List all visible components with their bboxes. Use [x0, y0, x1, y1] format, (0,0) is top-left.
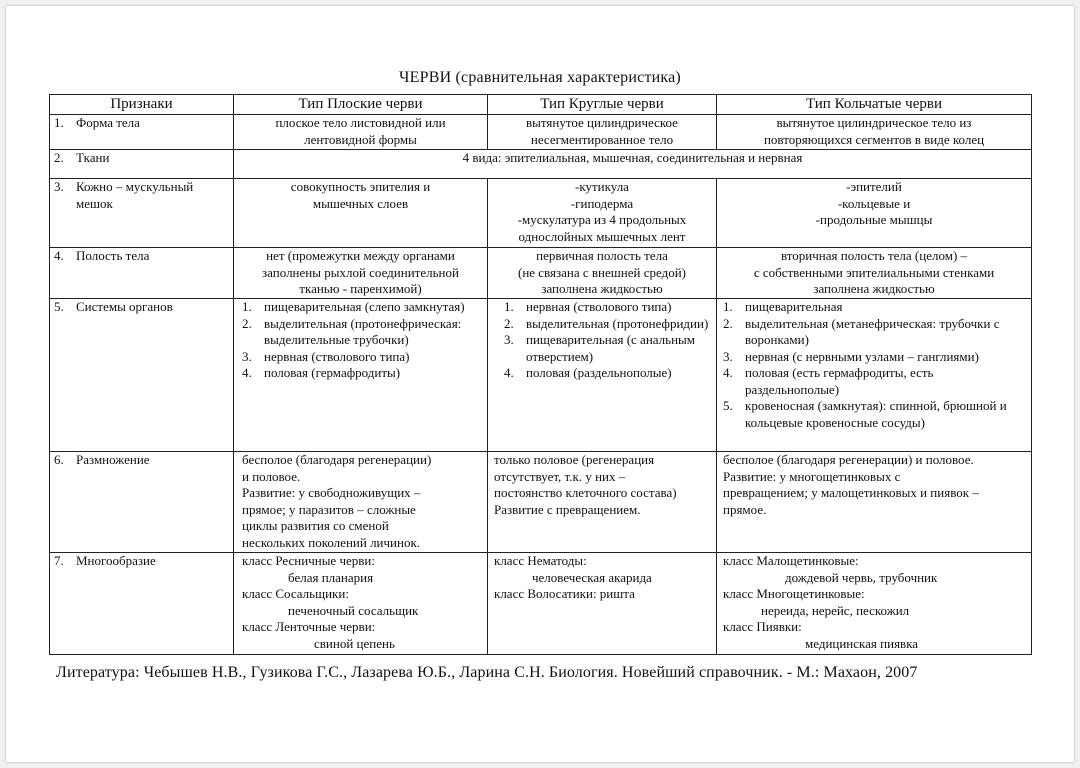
header-flatworms: Тип Плоские черви	[234, 95, 488, 115]
document-title: ЧЕРВИ (сравнительная характеристика)	[399, 69, 681, 86]
header-features: Признаки	[50, 95, 234, 115]
list-item: 2. выделительная (протонефридии)	[504, 315, 709, 331]
roundworms-cell: только половое (регенерация отсутствует, т.к. у них – постоянство клеточного состава) Развитие с превращением.	[488, 452, 717, 553]
feature-cell: 3. Кожно – мускульный мешок	[50, 179, 234, 248]
header-annelids: Тип Кольчатые черви	[717, 95, 1032, 115]
annelids-cell: -эпителий -кольцевые и -продольные мышцы	[717, 179, 1032, 248]
literature-reference: Литература: Чебышев Н.В., Гузикова Г.С., Лазарева Ю.Б., Ларина С.Н. Биология. Новейший справочник. - М.: Махаон, 2007	[56, 664, 918, 681]
flatworms-cell: совокупность эпителия и мышечных слоев	[234, 179, 488, 248]
annelids-cell: вытянутое цилиндрическое тело из повторяющихся сегментов в виде колец	[717, 115, 1032, 150]
table-row-cavity	[50, 248, 1032, 299]
table-row-reproduction	[50, 452, 1032, 553]
flatworms-cell	[234, 299, 488, 452]
feature-cell: 2. Ткани	[50, 150, 234, 179]
table-row-tissues	[50, 150, 1032, 179]
roundworms-cell	[488, 299, 717, 452]
feature-cell: 6. Размножение	[50, 452, 234, 553]
flatworms-cell: бесполое (благодаря регенерации) и половое. Развитие: у свободноживущих – прямое; у паразитов – сложные циклы развития со сменой нескольких поколений личинок.	[234, 452, 488, 553]
annelids-cell: вторичная полость тела (целом) – с собственными эпителиальными стенками заполнена жидкостью	[717, 248, 1032, 299]
roundworms-cell: класс Нематоды: человеческая акарида класс Волосатики: ришта	[488, 553, 717, 655]
list-item: 3. нервная (стволового типа)	[242, 348, 410, 364]
header-roundworms: Тип Круглые черви	[488, 95, 717, 115]
list-item: 2. выделительная (метанефрическая: трубочки с воронками)	[723, 315, 1000, 347]
list-item: 1. нервная (стволового типа)	[504, 299, 672, 314]
list-item: 4. половая (гермафродиты)	[242, 365, 401, 380]
annelids-cell	[717, 299, 1032, 452]
flatworms-cell: нет (промежутки между органами заполнены рыхлой соединительной тканью - паренхимой)	[234, 248, 488, 299]
roundworms-cell: -кутикула -гиподерма -мускулатура из 4 продольных однослойных мышечных лент	[488, 179, 717, 248]
feature-cell: 5. Системы органов	[50, 299, 234, 452]
table-header-row	[50, 95, 1032, 115]
flatworms-cell: плоское тело листовидной или лентовидной формы	[234, 115, 488, 150]
feature-cell: 7. Многообразие	[50, 553, 234, 655]
document-page	[6, 6, 1074, 762]
feature-cell: 4. Полость тела	[50, 248, 234, 299]
list-item: 1. пищеварительная	[723, 299, 843, 314]
list-item: 1. пищеварительная (слепо замкнутая)	[242, 299, 465, 314]
tissues-merged-cell: 4 вида: эпителиальная, мышечная, соединительная и нервная	[234, 150, 1032, 179]
table-row-systems	[50, 299, 1032, 452]
list-item: 4. половая (раздельнополые)	[504, 365, 672, 380]
flatworms-cell: класс Ресничные черви: белая планария класс Сосальщики: печеночный сосальщик класс Ленточные черви: свиной цепень	[234, 553, 488, 655]
comparison-table	[49, 94, 1032, 655]
list-item: 3. нервная (с нервными узлами – ганглиями)	[723, 348, 979, 364]
annelids-cell: класс Малощетинковые: дождевой червь, трубочник класс Многощетинковые: нереида, нерейс, пескожил класс Пиявки: медицинская пиявка	[717, 553, 1032, 655]
roundworms-cell: вытянутое цилиндрическое несегментированное тело	[488, 115, 717, 150]
list-item: 2. выделительная (протонефрическая: выделительные трубочки)	[242, 315, 462, 347]
table-row-shape	[50, 115, 1032, 150]
list-item: 3. пищеварительная (с анальным отверстием)	[504, 332, 696, 364]
roundworms-cell: первичная полость тела (не связана с внешней средой) заполнена жидкостью	[488, 248, 717, 299]
table-row-diversity	[50, 553, 1032, 655]
annelids-cell: бесполое (благодаря регенерации) и половое. Развитие: у многощетинковых с превращением; у малощетинковых и пиявок – прямое.	[717, 452, 1032, 553]
feature-cell: 1. Форма тела	[50, 115, 234, 150]
list-item: 4. половая (есть гермафродиты, есть раздельнополые)	[723, 365, 934, 397]
list-item: 5. кровеносная (замкнутая): спинной, брюшной и кольцевые кровеносные сосуды)	[723, 398, 1007, 430]
table-row-muscle-sac	[50, 179, 1032, 248]
